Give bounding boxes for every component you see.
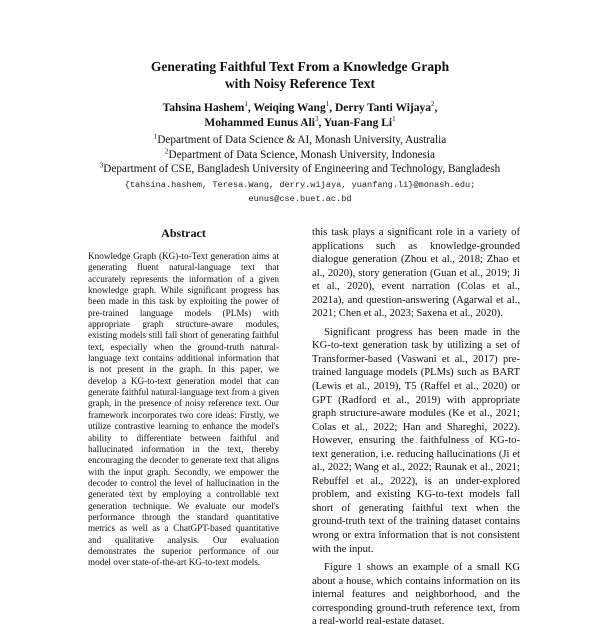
paper-title bbox=[0, 58, 600, 92]
author-sup: 1 bbox=[244, 100, 248, 109]
affiliation bbox=[0, 133, 600, 148]
author-name: Tahsina Hashem bbox=[162, 102, 245, 114]
email-block bbox=[0, 178, 600, 206]
authors-line-1 bbox=[0, 101, 600, 116]
affiliation-sup: 2 bbox=[165, 146, 169, 155]
affiliation-text: Department of Data Science & AI, Monash University, Australia bbox=[157, 134, 447, 146]
body-paragraph: Significant progress has been made in the KG-to-text generation task by utilizing a set of Transformer-based (Vaswani et al., 2017) pre-trained language models (PLMs) such as BART (Lewis et al., 2019), T5 (Raffel et al., 2020) or GPT (Radford et al., 2019) with appropriate graph structure-aware modules (Ke et al., 2021; Colas et al., 2022; Han and Shareghi, 2022). However, ensuring the faithfulness of KG-to-text generation, i.e. reducing hallucinations (Ji et al., 2022; Wang et al., 2022; Raunak et al., 2021; Rebuffel et al., 2022), is an under-explored problem, and existing KG-to-text models fall short of generating faithful text when the ground-truth text of the training dataset contains wrong or extra information that is not consistent with the input. bbox=[312, 326, 520, 555]
author-list bbox=[0, 101, 600, 131]
abstract-heading: Abstract bbox=[161, 226, 206, 240]
author-separator: , bbox=[434, 102, 438, 114]
author-sup: 2 bbox=[431, 100, 435, 109]
author-separator: , bbox=[247, 102, 254, 114]
intro-column bbox=[312, 226, 520, 628]
affiliation-sup: 3 bbox=[99, 161, 104, 170]
author-name: Weiqing Wang bbox=[253, 102, 326, 114]
author-sup: 3 bbox=[314, 115, 319, 124]
affiliation-sup: 1 bbox=[153, 132, 158, 141]
authors-line-2 bbox=[0, 116, 600, 131]
author-separator: , bbox=[329, 102, 335, 114]
body-paragraph: this task plays a significant role in a variety of applications such as knowledge-grounded dialogue generation (Zhou et al., 2018; Zhao et al., 2020), story generation (Guan et al., 2019; Ji et al., 2020), event narration (Colas et al., 2021a), and question-answering (Agarwal et al., 2021; Chen et al., 2023; Saxena et al., 2020). bbox=[312, 227, 520, 320]
author-name: Derry Tanti Wijaya bbox=[334, 102, 432, 114]
title-line-1: Generating Faithful Text From a Knowledge Graph bbox=[150, 59, 450, 74]
author-name: Mohammed Eunus Ali bbox=[204, 117, 315, 129]
title-line-2: with Noisy Reference Text bbox=[224, 76, 376, 91]
abstract-body: Knowledge Graph (KG)-to-Text generation aims at generating fluent natural-language text that accurately represents the information of a given knowledge graph. While significant progress has been made in this task by exploiting the power of pre-trained language models (PLMs) with appropriate graph structure-aware modules, existing models still fall short of generating faithful text, especially when the ground-truth natural-language text contains additional information that is not present in the graph. In this paper, we develop a KG-to-text generation model that can generate faithful natural-language text from a given graph, in the presence of noisy reference text. Our framework incorporates two core ideas: Firstly, we utilize contrastive learning to enhance the model's ability to differentiate between faithful and hallucinated information in the text, thereby encouraging the decoder to generate text that aligns with the input graph. Secondly, we empower the decoder to control the level of hallucination in the generated text by employing a controllable text generation technique. We evaluate our model's performance through the standard quantitative metrics as well as a ChatGPT-based quantitative and qualitative analysis. Our evaluation demonstrates the superior performance of our model over state-of-the-art KG-to-text models. bbox=[88, 251, 279, 568]
affiliation-list bbox=[0, 133, 600, 177]
affiliation bbox=[0, 162, 600, 177]
author-name: Yuan-Fang Li bbox=[323, 117, 393, 129]
author-sup: 1 bbox=[325, 100, 330, 109]
author-separator: , bbox=[318, 117, 324, 129]
affiliation-text: Department of CSE, Bangladesh University of Engineering and Technology, Bangladesh bbox=[103, 163, 501, 175]
email-line-1: {tahsina.hashem, Teresa.Wang, derry.wijaya, yuanfang.li}@monash.edu; bbox=[124, 180, 476, 190]
affiliation bbox=[0, 148, 600, 163]
affiliation-text: Department of Data Science, Monash University, Indonesia bbox=[168, 148, 435, 161]
body-paragraph: Figure 1 shows an example of a small KG about a house, which contains information on its internal features and neighborhood, and the corresponding ground-truth reference text, from a real-world real-estate dataset. bbox=[312, 562, 520, 628]
author-sup: 1 bbox=[392, 115, 396, 124]
email-line-2: eunus@cse.buet.ac.bd bbox=[248, 194, 352, 204]
